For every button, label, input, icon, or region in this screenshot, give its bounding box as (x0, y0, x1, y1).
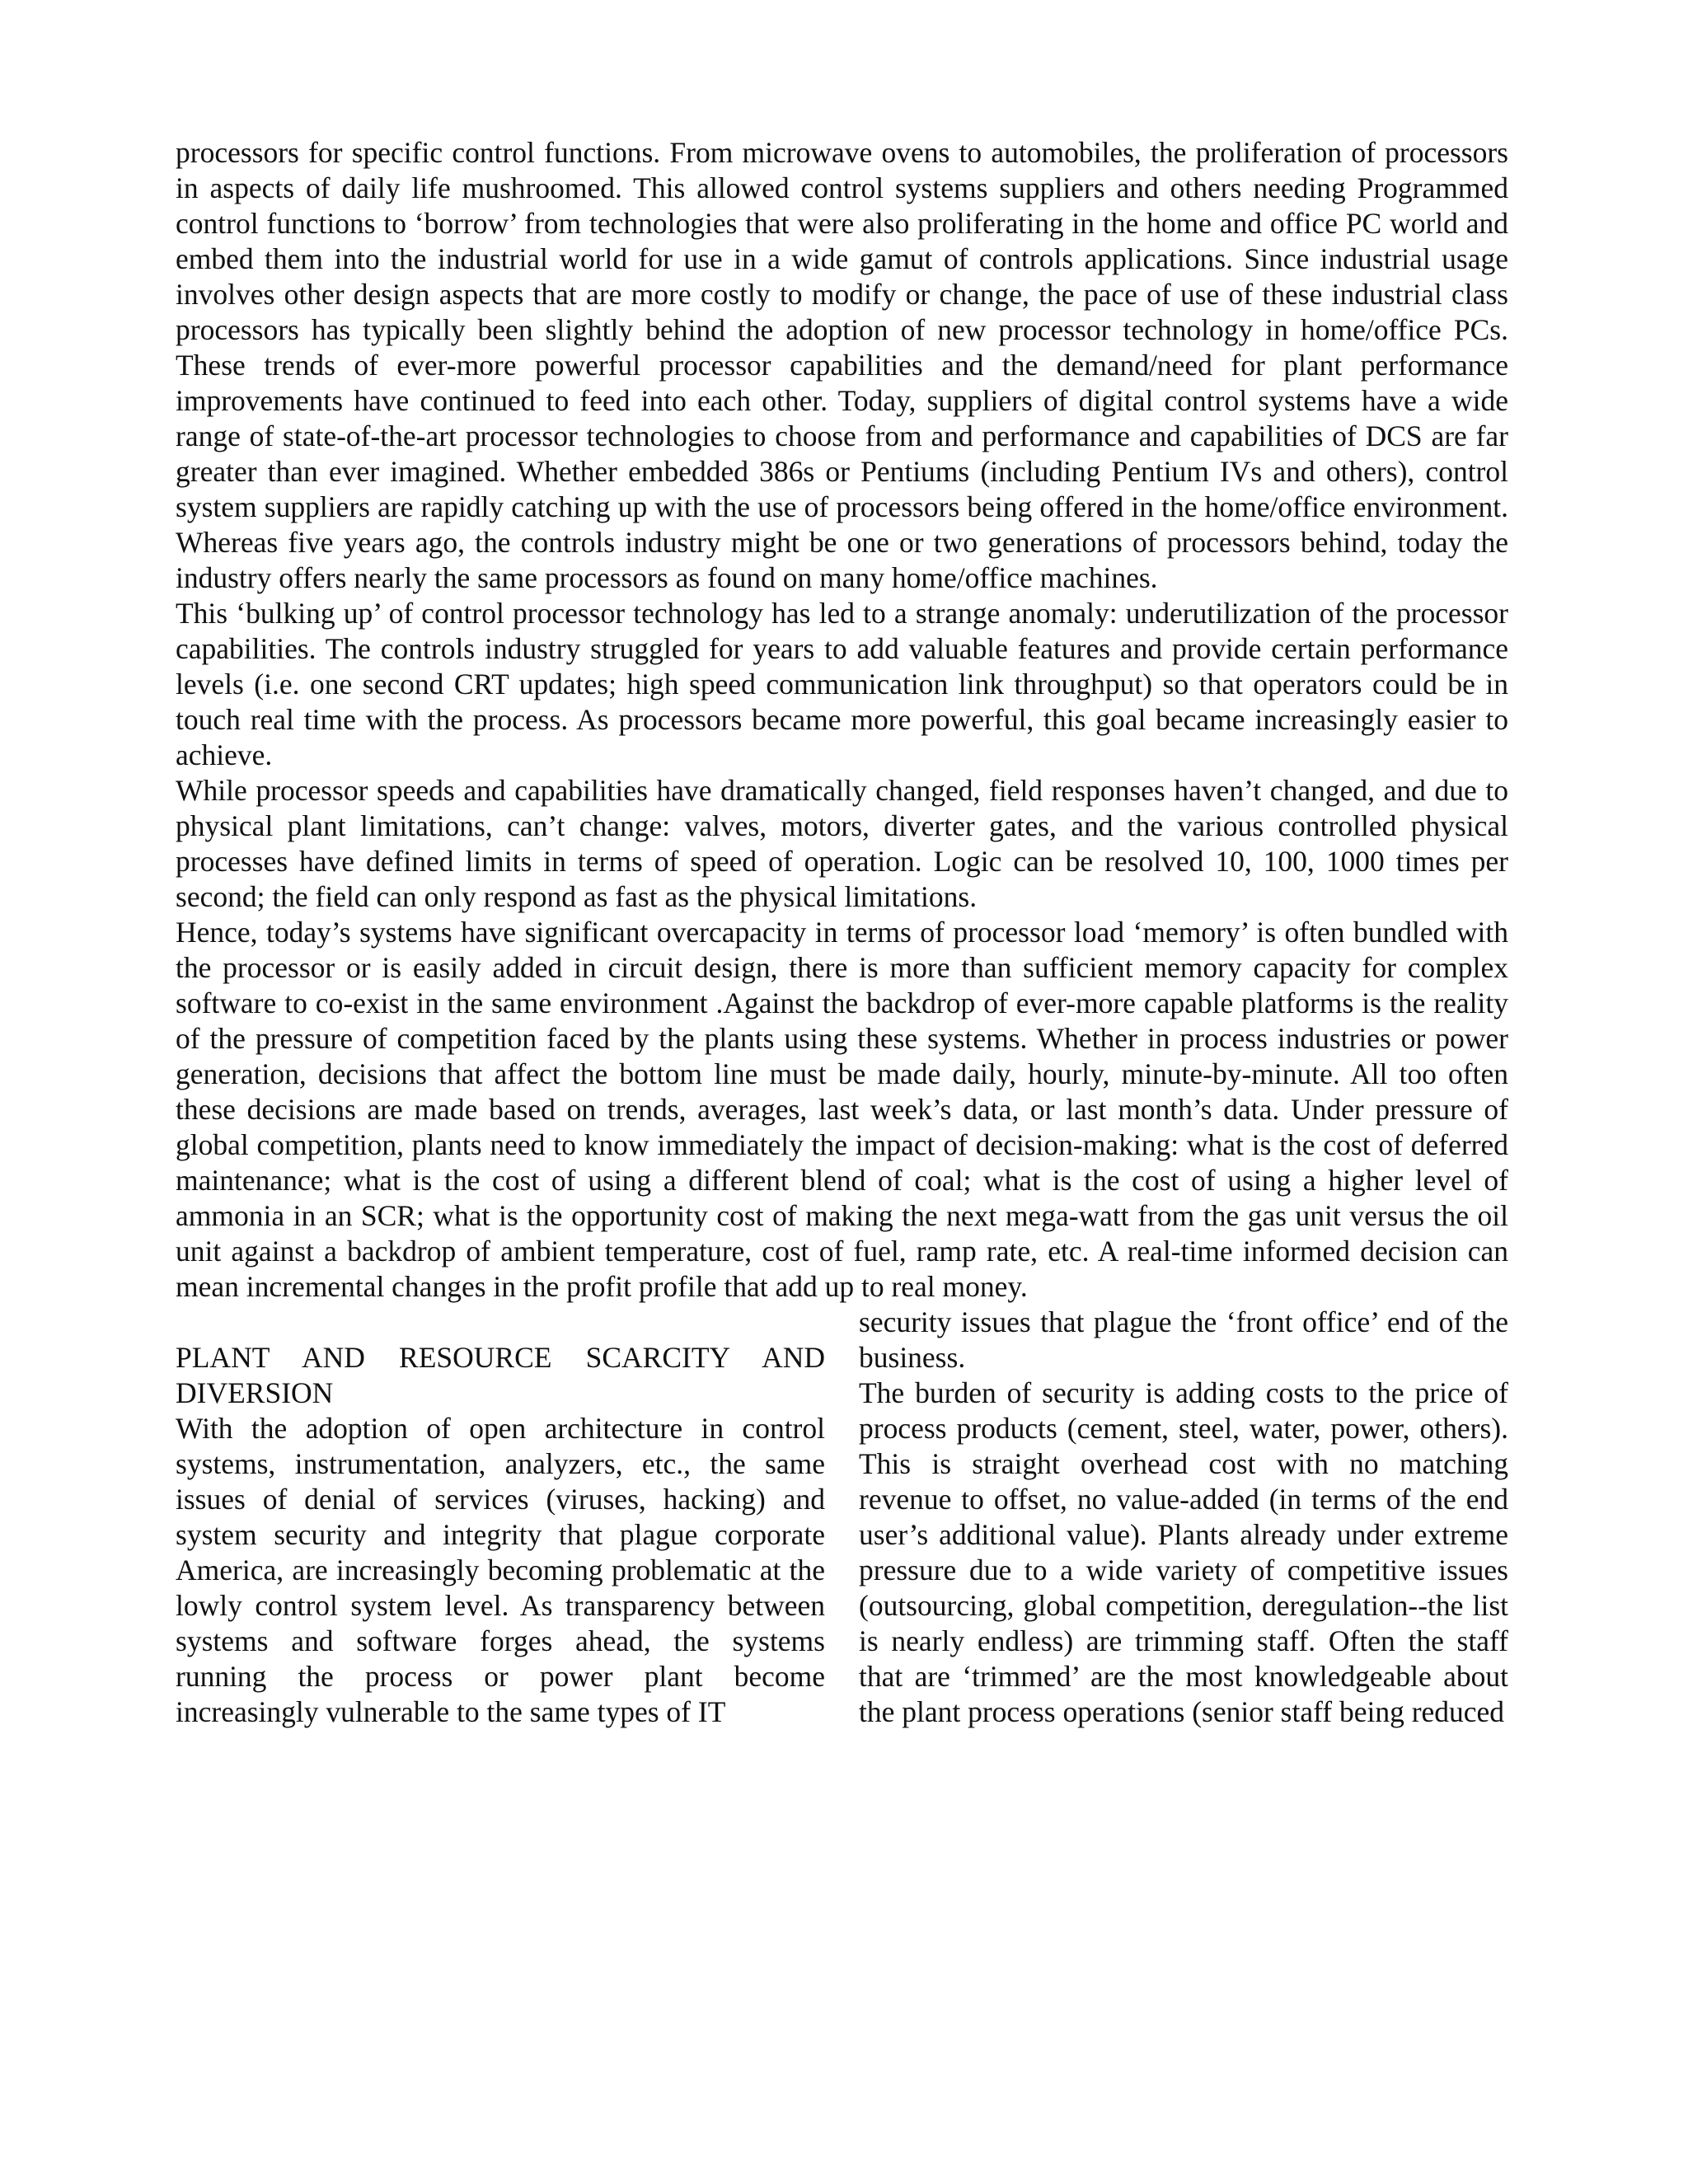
body-paragraph-4: Hence, today’s systems have significant overcapacity in terms of processor load ‘memory’ is often bundled with the processor or is easily added in circuit design, there is more than sufficient memory capacity for complex software to co-exist in the same environment .Against the backdrop of ever-more capable platforms is the reality of the pressure of competition faced by the plants using these systems. Whether in process industries or power generation, decisions that affect the bottom line must be made daily, hourly, minute-by-minute. All too often these decisions are made based on trends, averages, last week’s data, or last month’s data. Under pressure of global competition, plants need to know immediately the impact of decision-making: what is the cost of deferred maintenance; what is the cost of using a different blend of coal; what is the cost of using a higher level of ammonia in an SCR; what is the opportunity cost of making the next mega-watt from the gas unit versus the oil unit against a backdrop of ambient temperature, cost of fuel, ramp rate, etc. A real-time informed decision can mean incremental changes in the profit profile that add up to real money. (176, 916, 1508, 1303)
section-heading: PLANT AND RESOURCE SCARCITY AND DIVERSION (176, 1341, 825, 1409)
body-paragraph-2: This ‘bulking up’ of control processor technology has led to a strange anomaly: underutilization of the processor capabilities. The controls industry struggled for years to add valuable features and provide certain performance levels (i.e. one second CRT updates; high speed communication link throughput) so that operators could be in touch real time with the process. As processors became more powerful, this goal became increasingly easier to achieve. (176, 597, 1508, 771)
right-column-paragraph-1: security issues that plague the ‘front office’ end of the business. (859, 1305, 1508, 1374)
document-page (176, 135, 1508, 1730)
two-column-section (176, 1305, 1508, 1730)
left-column (176, 1305, 825, 1730)
body-paragraph-1: processors for specific control functions. From microwave ovens to automobiles, the proliferation of processors in aspects of daily life mushroomed. This allowed control systems suppliers and others needing Programmed control functions to ‘borrow’ from technologies that were also proliferating in the home and office PC world and embed them into the industrial world for use in a wide gamut of controls applications. Since industrial usage involves other design aspects that are more costly to modify or change, the pace of use of these industrial class processors has typically been slightly behind the adoption of new processor technology in home/office PCs. These trends of ever-more powerful processor capabilities and the demand/need for plant performance improvements have continued to feed into each other. Today, suppliers of digital control systems have a wide range of state-of-the-art processor technologies to choose from and performance and capabilities of DCS are far greater than ever imagined. Whether embedded 386s or Pentiums (including Pentium IVs and others), control system suppliers are rapidly catching up with the use of processors being offered in the home/office environment. Whereas five years ago, the controls industry might be one or two generations of processors behind, today the industry offers nearly the same processors as found on many home/office machines. (176, 136, 1508, 594)
left-column-paragraph: With the adoption of open architecture in control systems, instrumentation, analyzers, etc., the same issues of denial of services (viruses, hacking) and system security and integrity that plague corporate America, are increasingly becoming problematic at the lowly control system level. As transparency between systems and software forges ahead, the systems running the process or power plant become increasingly vulnerable to the same types of IT (176, 1412, 825, 1728)
body-paragraph-3: While processor speeds and capabilities have dramatically changed, field responses haven’t changed, and due to physical plant limitations, can’t change: valves, motors, diverter gates, and the various controlled physical processes have defined limits in terms of speed of operation. Logic can be resolved 10, 100, 1000 times per second; the field can only respond as fast as the physical limitations. (176, 774, 1508, 913)
right-column (859, 1305, 1508, 1730)
right-column-paragraph-2: The burden of security is adding costs to the price of process products (cement, steel, water, power, others). This is straight overhead cost with no matching revenue to offset, no value-added (in terms of the end user’s additional value). Plants already under extreme pressure due to a wide variety of competitive issues (outsourcing, global competition, deregulation--the list is nearly endless) are trimming staff. Often the staff that are ‘trimmed’ are the most knowledgeable about the plant process operations (senior staff being reduced (859, 1376, 1508, 1728)
